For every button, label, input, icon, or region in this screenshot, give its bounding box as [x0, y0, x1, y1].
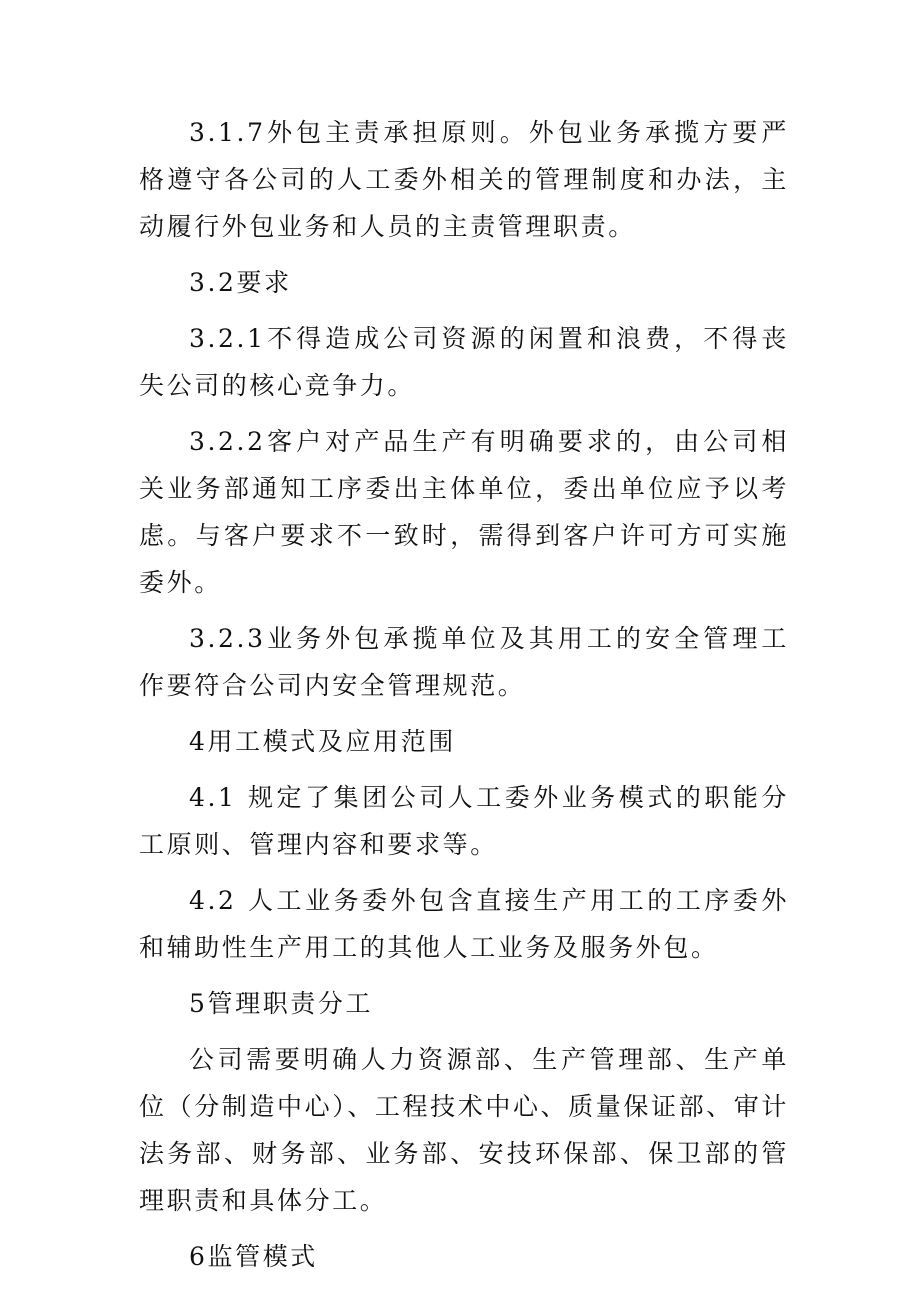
paragraph-3-2-3: 3.2.3业务外包承揽单位及其用工的安全管理工作要符合公司内安全管理规范。 — [139, 624, 789, 700]
heading-5: 5管理职责分工 — [189, 989, 374, 1018]
paragraph-4-2: 4.2 人工业务委外包含直接生产用工的工序委外和辅助性生产用工的其他人工业务及服务外包。 — [139, 886, 789, 962]
paragraph-3-1-7: 3.1.7外包主责承担原则。外包业务承揽方要严格遵守各公司的人工委外相关的管理制度和办法，主动履行外包业务和人员的主责管理职责。 — [139, 118, 789, 241]
document-body — [139, 109, 789, 1289]
paragraph-3-2-1: 3.2.1不得造成公司资源的闲置和浪费，不得丧失公司的核心竞争力。 — [139, 324, 789, 400]
heading-6: 6监管模式 — [189, 1242, 318, 1271]
paragraph-3-2-2: 3.2.2客户对产品生产有明确要求的，由公司相关业务部通知工序委出主体单位，委出单位应予以考虑。与客户要求不一致时，需得到客户许可方可实施委外。 — [139, 427, 789, 597]
heading-4: 4用工模式及应用范围 — [189, 727, 456, 756]
paragraph-5-body: 公司需要明确人力资源部、生产管理部、生产单位（分制造中心）、工程技术中心、质量保证部、审计法务部、财务部、业务部、安技环保部、保卫部的管理职责和具体分工。 — [139, 1045, 789, 1215]
paragraph-4-1: 4.1 规定了集团公司人工委外业务模式的职能分工原则、管理内容和要求等。 — [139, 783, 789, 859]
heading-3-2: 3.2要求 — [189, 268, 292, 297]
